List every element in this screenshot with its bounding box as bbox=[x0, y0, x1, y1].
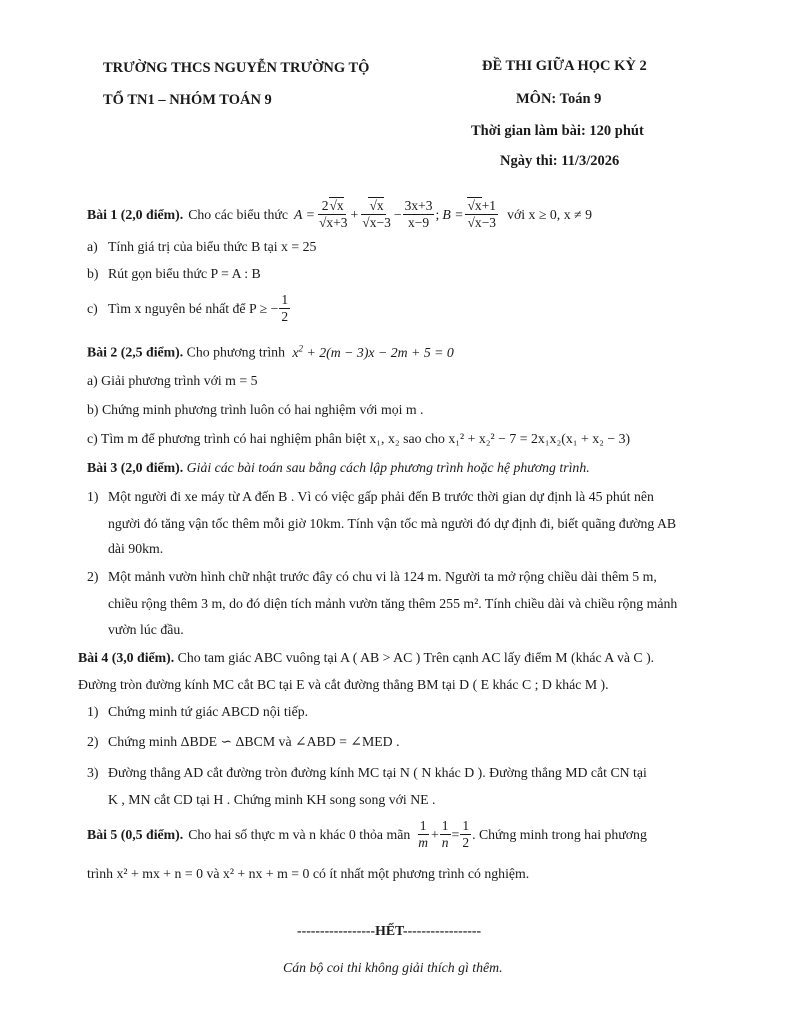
bai2-b: b) Chứng minh phương trình luôn có hai nghiệm với mọi m . bbox=[87, 402, 424, 417]
frac-b: $\frac{√x+1}{√x-3}$ bbox=[465, 198, 499, 231]
bai3-2-line2: chiều rộng thêm 3 m, do đó diện tích mảnh vườn tăng thêm 255 m². Tính chiều dài và chiều rộng mảnh bbox=[108, 596, 678, 611]
bai5-line1: Bài 5 (0,5 điểm). Cho hai số thực m và n khác 0 thỏa mãn $\frac{1}{m}$ + $\frac{1}{n}$ = $\frac{1}{2}$ . Chứng minh trong hai phương bbox=[87, 818, 647, 850]
bai3-1-line2: người đó tăng vận tốc thêm mỗi giờ 10km. Tính vận tốc mà người đó dự định đi, biết quãng đường AB bbox=[108, 516, 677, 531]
bai2-equation: $x^2 + 2(m - 3)x - 2m + 5 = 0$ bbox=[292, 343, 454, 360]
frac-a3: $\frac{3x+3}{x-9}$ bbox=[404, 198, 433, 230]
bai1-c: Tìm x nguyên bé nhất để P ≥ − bbox=[108, 300, 279, 316]
bai2-intro: Cho phương trình bbox=[186, 344, 285, 360]
bai3-2-label: 2) bbox=[87, 569, 99, 584]
bai4-2: Chứng minh ΔBDE ∽ ΔBCM và ∠ABD = ∠MED . bbox=[108, 734, 400, 749]
expr-b: B = bbox=[442, 206, 464, 222]
bai5-title: Bài 5 (0,5 điểm). bbox=[87, 826, 184, 842]
bai5-l1b: . Chứng minh trong hai phương bbox=[472, 826, 647, 842]
bai1-condition: với x ≥ 0, x ≠ 9 bbox=[507, 206, 592, 222]
bai1-intro: Cho các biểu thức bbox=[188, 206, 288, 222]
bai4-l1: Cho tam giác ABC vuông tại A ( AB > AC ) Trên cạnh AC lấy điểm M (khác A và C ). bbox=[177, 650, 655, 665]
bai3-intro: Giải các bài toán sau bằng cách lập phương trình hoặc hệ phương trình. bbox=[186, 460, 590, 475]
bai3-2-line3: vườn lúc đầu. bbox=[108, 622, 184, 637]
frac-a1: $\frac{2√x}{√x+3}$ bbox=[318, 198, 348, 230]
bai1-c-label: c) bbox=[87, 301, 98, 316]
bai2-title: Bài 2 (2,5 điểm). bbox=[87, 344, 184, 360]
school-name: TRƯỜNG THCS NGUYỄN TRƯỜNG TỘ bbox=[103, 60, 370, 76]
bai1-a-label: a) bbox=[87, 239, 98, 254]
bai1-b: Rút gọn biểu thức P = A : B bbox=[108, 266, 261, 281]
frac-1m: $\frac{1}{m}$ bbox=[418, 818, 428, 850]
expr-a: A = bbox=[294, 206, 315, 222]
bai4-1-label: 1) bbox=[87, 704, 99, 719]
bai4-title: Bài 4 (3,0 điểm). bbox=[78, 650, 175, 665]
duration: Thời gian làm bài: 120 phút bbox=[471, 123, 644, 139]
bai3-1-label: 1) bbox=[87, 489, 99, 504]
subject: MÔN: Toán 9 bbox=[516, 91, 602, 107]
bai2-a: a) Giải phương trình với m = 5 bbox=[87, 373, 258, 388]
bai3-2-line1: Một mảnh vườn hình chữ nhật trước đây có chu vi là 124 m. Người ta mở rộng chiều dài thêm 5 m, bbox=[108, 569, 657, 584]
bai2-c: c) Tìm m để phương trình có hai nghiệm phân biệt x₁, x₂ sao cho x₁² + x₂² − 7 = 2x₁x₂(x₁ + x₂ − 3) bbox=[87, 431, 631, 446]
exam-date: Ngày thi: 11/3/2026 bbox=[500, 153, 620, 169]
bai4-1: Chứng minh tứ giác ABCD nội tiếp. bbox=[108, 704, 309, 719]
bai4-line1 bbox=[78, 649, 654, 667]
bai3-1-line1: Một người đi xe máy từ A đến B . Vì có việc gấp phải đến B trước thời gian dự định là 45 phút nên bbox=[108, 489, 654, 504]
bai1-b-label: b) bbox=[87, 266, 99, 281]
bai1-a: Tính giá trị của biểu thức B tại x = 25 bbox=[108, 239, 317, 254]
frac-1n: $\frac{1}{n}$ bbox=[441, 818, 449, 850]
bai2-line bbox=[87, 339, 454, 362]
bai4-line2: Đường tròn đường kính MC cắt BC tại E và cắt đường thẳng BM tại D ( E khác C ; D khác M ). bbox=[78, 677, 609, 692]
frac-half: $\frac{1}{2}$ bbox=[281, 292, 289, 324]
bai3-title: Bài 3 (2,0 điểm). bbox=[87, 460, 184, 475]
bai4-3-line2: K , MN cắt CD tại H . Chứng minh KH song song với NE . bbox=[108, 792, 436, 807]
bai1-line: Bài 1 (2,0 điểm). Cho các biểu thức A = $\frac{2√x}{√x+3}$ + $\frac{√x}{√x-3}$ − $\frac{3x+3}{x-9}$ ; B = $\frac{√x+1}{√x-3}$ với x ≥ 0, x ≠ 9 bbox=[87, 198, 592, 230]
bai4-3-line1: Đường thẳng AD cắt đường tròn đường kính MC tại N ( N khác D ). Đường thẳng MD cắt CN tại bbox=[108, 765, 647, 780]
bai3-1-line3: dài 90km. bbox=[108, 541, 164, 556]
frac-a2: $\frac{√x}{√x-3}$ bbox=[362, 198, 391, 230]
bai5-line2: trình x² + mx + n = 0 và x² + nx + m = 0 có ít nhất một phương trình có nghiệm. bbox=[87, 866, 530, 881]
bai5-l1a: Cho hai số thực m và n khác 0 thỏa mãn bbox=[188, 826, 411, 842]
exam-title: ĐỀ THI GIỮA HỌC KỲ 2 bbox=[482, 58, 647, 74]
bai1-title: Bài 1 (2,0 điểm). bbox=[87, 206, 184, 222]
frac-12: $\frac{1}{2}$ bbox=[462, 818, 470, 850]
end-marker: -----------------HẾT----------------- bbox=[297, 923, 482, 938]
bai1-c-line bbox=[108, 292, 291, 325]
footer-note: Cán bộ coi thi không giải thích gì thêm. bbox=[283, 960, 503, 975]
bai4-2-label: 2) bbox=[87, 734, 99, 749]
bai4-3-label: 3) bbox=[87, 765, 99, 780]
bai3-line bbox=[87, 459, 590, 477]
department-name: TỔ TN1 – NHÓM TOÁN 9 bbox=[103, 92, 272, 108]
